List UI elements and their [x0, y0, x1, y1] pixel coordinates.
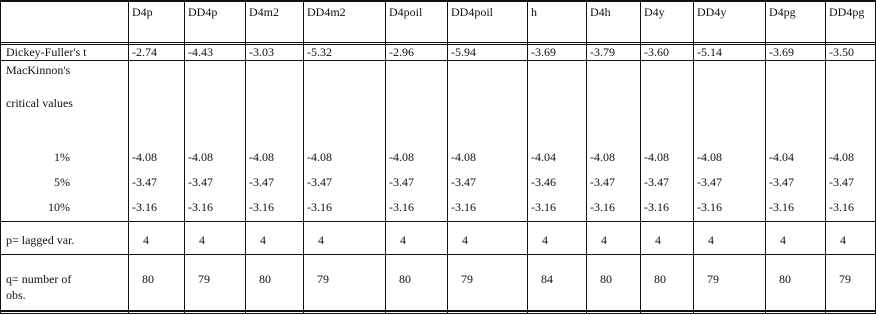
critical-value: -3.16 [389, 200, 414, 214]
critical-value: -3.47 [307, 175, 332, 189]
lagged-var-value: 4 [542, 233, 548, 247]
df-statistic-value: -2.96 [389, 45, 414, 59]
df-statistic-value: -3.03 [249, 45, 274, 59]
column-header: DD4p [188, 5, 218, 19]
critical-value: -3.16 [188, 200, 213, 214]
column-header: D4p [132, 5, 153, 19]
critical-value: -3.47 [829, 175, 854, 189]
critical-level-label: 10% [48, 200, 70, 214]
lagged-var-value: 4 [199, 233, 205, 247]
column-rule [303, 0, 304, 314]
column-rule [385, 0, 386, 314]
critical-value: -3.16 [769, 200, 794, 214]
df-statistic-value: -3.79 [590, 45, 615, 59]
obs-count-value: 80 [259, 272, 271, 286]
row-label-mackinnon: MacKinnon's [6, 63, 71, 77]
critical-value: -3.16 [307, 200, 332, 214]
critical-value: -4.08 [697, 150, 722, 164]
obs-count-value: 79 [839, 272, 851, 286]
column-header: DD4m2 [307, 5, 346, 19]
critical-value: -3.47 [644, 175, 669, 189]
critical-value: -3.47 [389, 175, 414, 189]
critical-level-label: 5% [54, 175, 70, 189]
critical-value: -4.08 [644, 150, 669, 164]
header-rule [0, 42, 876, 43]
critical-value: -3.16 [451, 200, 476, 214]
column-header: D4m2 [249, 5, 279, 19]
column-header: D4h [590, 5, 611, 19]
critical-value: -3.47 [249, 175, 274, 189]
column-rule [128, 0, 129, 314]
critical-value: -3.47 [451, 175, 476, 189]
column-header: D4poil [389, 5, 423, 19]
column-rule [825, 0, 826, 314]
column-header: D4pg [769, 5, 796, 19]
obs-count-value: 80 [600, 272, 612, 286]
obs-count-value: 80 [779, 272, 791, 286]
column-rule [586, 0, 587, 314]
row-label-lagged-var: p= lagged var. [6, 233, 75, 247]
critical-value: -3.16 [644, 200, 669, 214]
critical-level-label: 1% [54, 150, 70, 164]
critical-value: -3.47 [132, 175, 157, 189]
lagged-row-rule [0, 254, 876, 255]
critical-value: -3.47 [697, 175, 722, 189]
column-rule [527, 0, 528, 314]
critical-value: -4.04 [531, 150, 556, 164]
df-statistic-value: -3.60 [644, 45, 669, 59]
obs-count-value: 80 [654, 272, 666, 286]
critical-value: -4.08 [590, 150, 615, 164]
df-statistic-value: -4.43 [188, 45, 213, 59]
critical-value: -3.47 [769, 175, 794, 189]
df-row-rule [0, 60, 876, 61]
df-statistic-value: -3.69 [769, 45, 794, 59]
row-label-number-of-obs: q= number of [6, 272, 72, 286]
column-header: D4y [644, 5, 665, 19]
critical-value: -3.47 [590, 175, 615, 189]
lagged-var-value: 4 [318, 233, 324, 247]
critical-value: -4.08 [188, 150, 213, 164]
obs-count-value: 79 [317, 272, 329, 286]
critical-value: -3.46 [531, 175, 556, 189]
df-statistic-value: -5.94 [451, 45, 476, 59]
obs-count-value: 80 [399, 272, 411, 286]
row-label-obs: obs. [6, 288, 26, 302]
critical-value: -4.08 [829, 150, 854, 164]
lagged-var-value: 4 [655, 233, 661, 247]
critical-value: -4.08 [249, 150, 274, 164]
critical-value: -3.16 [531, 200, 556, 214]
lagged-var-value: 4 [708, 233, 714, 247]
lagged-var-value: 4 [260, 233, 266, 247]
column-rule [245, 0, 246, 314]
row-label-dickey-fuller: Dickey-Fuller's t [6, 45, 87, 59]
table-top-rule [0, 0, 876, 2]
obs-count-value: 79 [707, 272, 719, 286]
column-header: h [531, 5, 537, 19]
df-statistic-value: -3.69 [531, 45, 556, 59]
critical-value: -4.08 [389, 150, 414, 164]
column-rule [184, 0, 185, 314]
column-rule [765, 0, 766, 314]
df-statistic-value: -5.14 [697, 45, 722, 59]
lagged-var-value: 4 [400, 233, 406, 247]
critical-value: -3.16 [132, 200, 157, 214]
obs-count-value: 80 [142, 272, 154, 286]
column-rule [447, 0, 448, 314]
lagged-var-value: 4 [840, 233, 846, 247]
critical-value: -4.08 [451, 150, 476, 164]
lagged-var-value: 4 [143, 233, 149, 247]
critical-value: -3.16 [829, 200, 854, 214]
critical-value: -4.08 [307, 150, 332, 164]
df-statistic-value: -5.32 [307, 45, 332, 59]
lagged-var-value: 4 [601, 233, 607, 247]
df-statistic-value: -3.50 [829, 45, 854, 59]
table-bottom-rule [0, 310, 876, 312]
table-bottom-rule-double [0, 313, 876, 314]
column-rule [693, 0, 694, 314]
critical-value: -4.08 [132, 150, 157, 164]
column-header: DD4poil [451, 5, 493, 19]
critical-value: -3.47 [188, 175, 213, 189]
column-header: DD4y [697, 5, 727, 19]
lagged-var-value: 4 [462, 233, 468, 247]
critical-value: -4.04 [769, 150, 794, 164]
critical-value: -3.16 [590, 200, 615, 214]
critical-values-rule [0, 221, 876, 222]
column-rule [640, 0, 641, 314]
df-statistic-value: -2.74 [132, 45, 157, 59]
row-label-critical-values: critical values [6, 96, 73, 110]
obs-count-value: 84 [541, 272, 553, 286]
critical-value: -3.16 [249, 200, 274, 214]
column-header: DD4pg [829, 5, 865, 19]
obs-count-value: 79 [461, 272, 473, 286]
critical-value: -3.16 [697, 200, 722, 214]
obs-count-value: 79 [198, 272, 210, 286]
lagged-var-value: 4 [780, 233, 786, 247]
